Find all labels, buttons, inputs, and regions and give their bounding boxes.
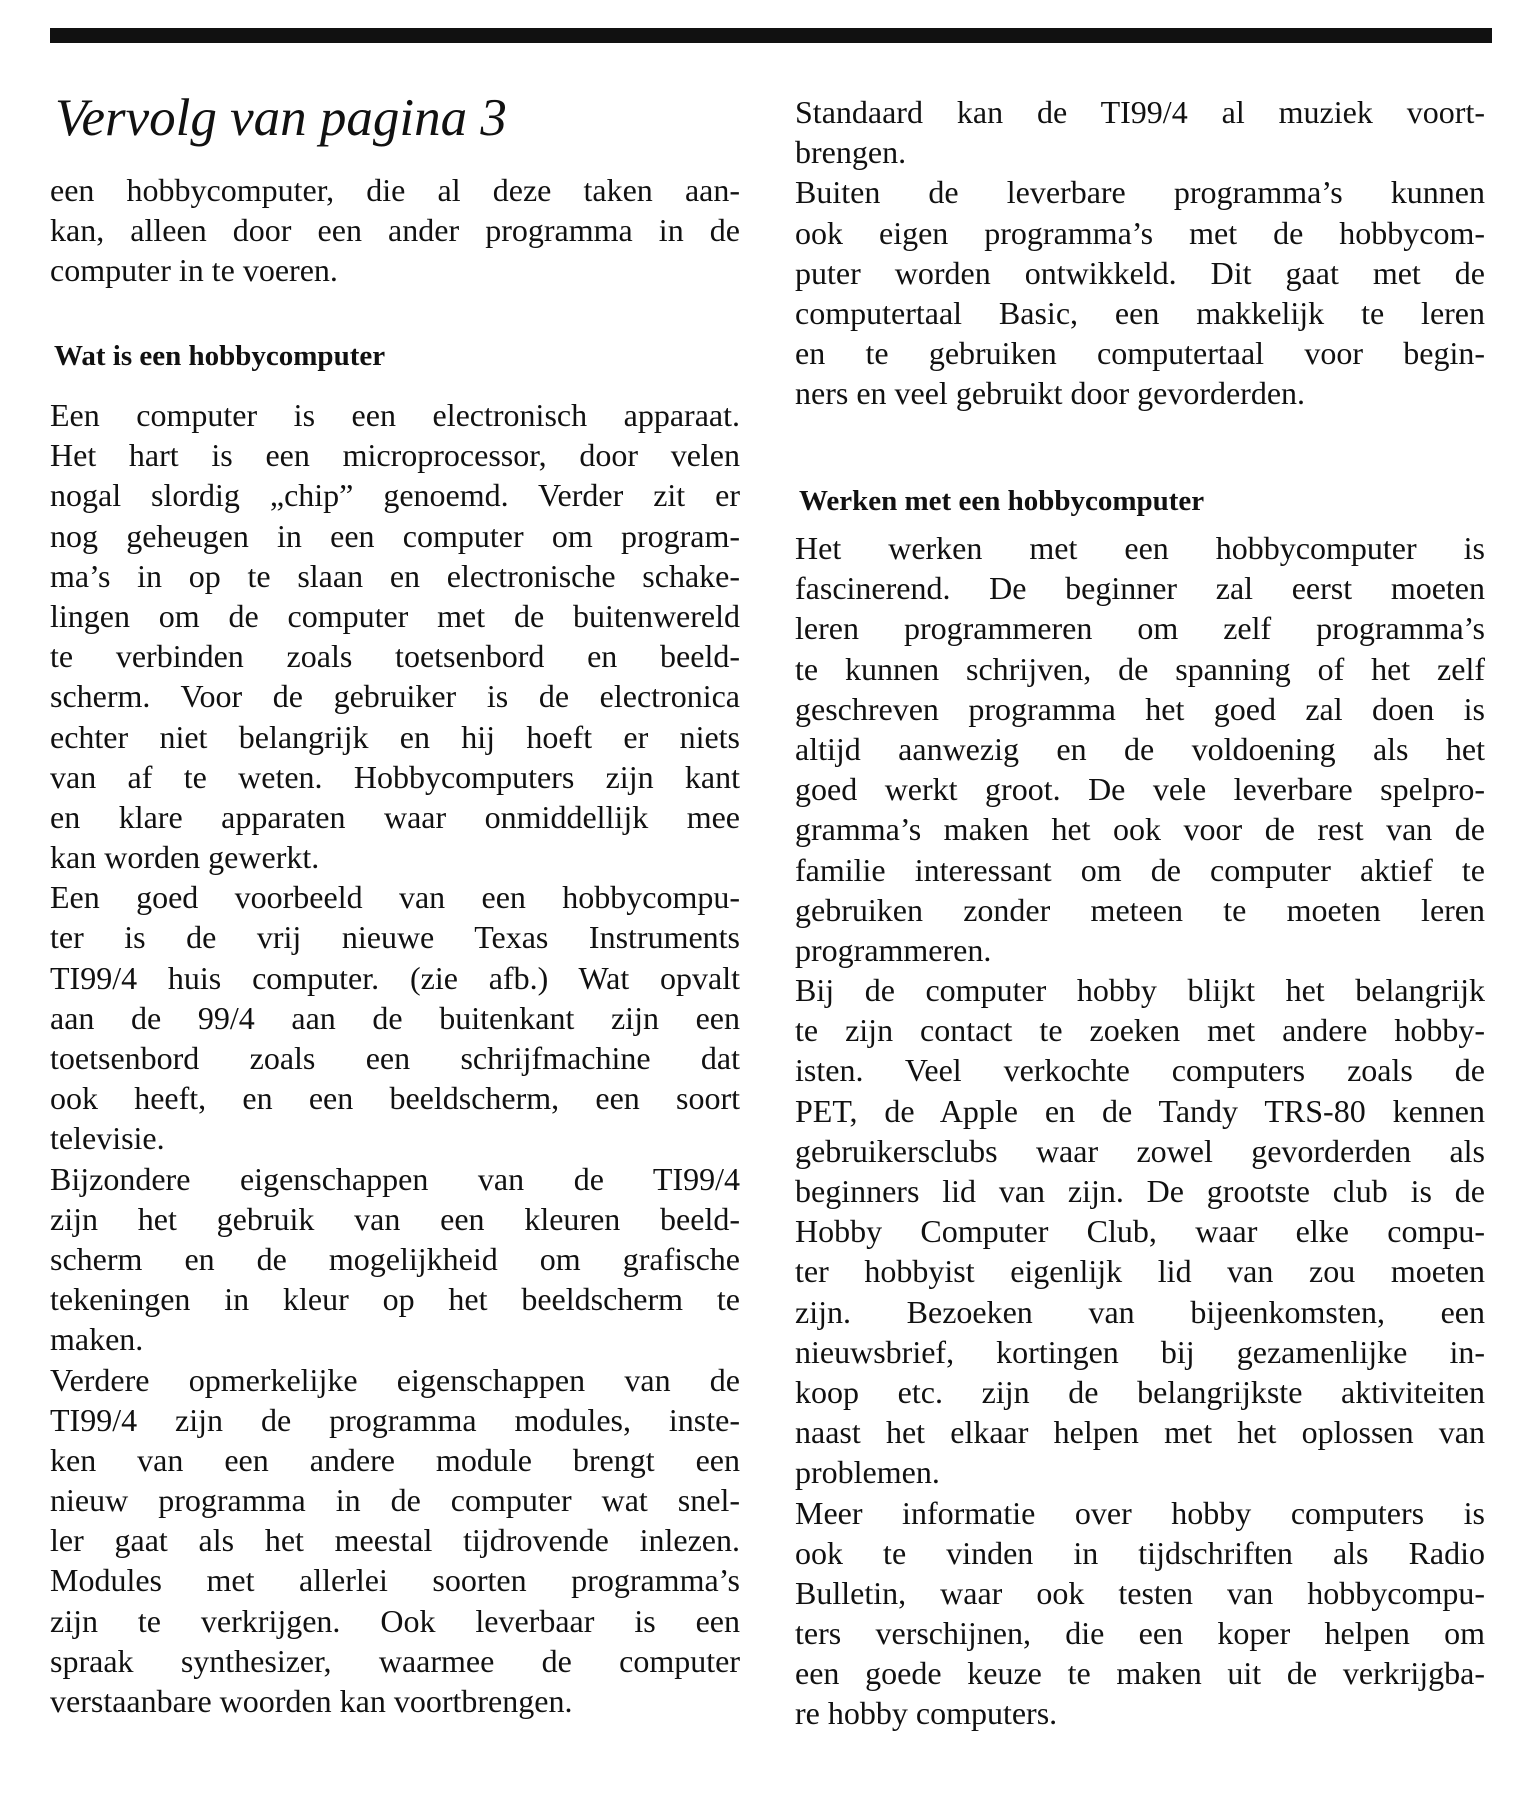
text-line: Het hart is een microprocessor, door velen — [50, 437, 740, 474]
text-line: kan, alleen door een ander programma in de — [50, 212, 740, 249]
text-line: koop etc. zijn de belangrijkste aktiviteiten — [795, 1373, 1485, 1410]
text-line: brengen. — [795, 134, 907, 171]
text-line: scherm. Voor de gebruiker is de electronica — [50, 678, 740, 715]
text-line: computer in te voeren. — [50, 252, 338, 289]
text-line: fascinerend. De beginner zal eerst moeten — [795, 570, 1485, 607]
text-line: zijn het gebruik van een kleuren beeld- — [50, 1200, 740, 1237]
text-line: kan worden gewerkt. — [50, 839, 320, 876]
text-line: Het werken met een hobbycomputer is — [795, 530, 1485, 566]
text-line: spraak synthesizer, waarmee de computer — [50, 1642, 740, 1679]
text-line: altijd aanwezig en de voldoening als het — [795, 730, 1485, 767]
text-line: te zijn contact te zoeken met andere hobby- — [795, 1012, 1485, 1049]
text-line: gebruiken zonder meteen te moeten leren — [795, 891, 1485, 928]
text-line: PET, de Apple en de Tandy TRS-80 kennen — [795, 1092, 1485, 1129]
text-line: Een goed voorbeeld van een hobbycompu- — [50, 879, 740, 916]
text-line: een hobbycomputer, die al deze taken aan- — [50, 172, 740, 208]
text-line: naast het elkaar helpen met het oplossen van — [795, 1414, 1485, 1451]
text-line: Modules met allerlei soorten programma’s — [50, 1562, 740, 1599]
text-line: lingen om de computer met de buitenwereld — [50, 597, 740, 634]
text-line: computertaal Basic, een makkelijk te leren — [795, 294, 1485, 331]
text-line: maken. — [50, 1321, 144, 1358]
text-line: toetsenbord zoals een schrijfmachine dat — [50, 1040, 740, 1076]
text-line: nieuwsbrief, kortingen bij gezamenlijke in- — [795, 1333, 1485, 1370]
text-line: nogal slordig „chip” genoemd. Verder zit er — [50, 477, 740, 514]
text-line: ters verschijnen, die een koper helpen om — [795, 1615, 1485, 1652]
left-intro-paragraph — [50, 170, 740, 291]
text-line: zijn. Bezoeken van bijeenkomsten, een — [795, 1293, 1485, 1330]
text-line: Een computer is een electronisch apparaat. — [50, 397, 740, 433]
text-line: ook te vinden in tijdschriften als Radio — [795, 1534, 1485, 1571]
text-line: nog geheugen in een computer om program- — [50, 517, 740, 554]
left-section-heading: Wat is een hobbycomputer — [54, 340, 386, 372]
text-line: leren programmeren om zelf programma’s — [795, 610, 1485, 647]
text-line: echter niet belangrijk en hij hoeft er niets — [50, 718, 740, 755]
text-line: ners en veel gebruikt door gevorderden. — [795, 375, 1306, 412]
text-line: beginners lid van zijn. De grootste club is de — [795, 1173, 1485, 1209]
right-section-heading: Werken met een hobbycomputer — [799, 485, 1205, 517]
headline: Vervolg van pagina 3 — [55, 89, 507, 147]
text-line: Standaard kan de TI99/4 al muziek voort- — [795, 94, 1485, 130]
text-line: programmeren. — [795, 931, 992, 968]
text-line: zijn te verkrijgen. Ook leverbaar is een — [50, 1602, 740, 1639]
text-line: van af te weten. Hobbycomputers zijn kant — [50, 758, 740, 795]
text-line: gebruikersclubs waar zowel gevorderden als — [795, 1132, 1485, 1169]
text-line: familie interessant om de computer aktief te — [795, 851, 1485, 888]
text-line: ook heeft, en een beeldscherm, een soort — [50, 1080, 740, 1117]
text-line: Hobby Computer Club, waar elke compu- — [795, 1213, 1485, 1250]
text-line: ook eigen programma’s met de hobbycom- — [795, 214, 1485, 251]
text-line: aan de 99/4 aan de buitenkant zijn een — [50, 999, 740, 1036]
text-line: ter hobbyist eigenlijk lid van zou moeten — [795, 1253, 1485, 1290]
text-line: Buiten de leverbare programma’s kunnen — [795, 174, 1485, 211]
right-intro-paragraph — [795, 92, 1485, 414]
text-line: isten. Veel verkochte computers zoals de — [795, 1052, 1485, 1089]
text-line: televisie. — [50, 1120, 165, 1157]
left-body-text — [50, 395, 740, 1721]
text-line: Bulletin, waar ook testen van hobbycompu- — [795, 1574, 1485, 1611]
text-line: ler gaat als het meestal tijdrovende inlezen. — [50, 1522, 740, 1559]
text-line: puter worden ontwikkeld. Dit gaat met de — [795, 254, 1485, 291]
text-line: re hobby computers. — [795, 1695, 1058, 1732]
text-line: verstaanbare woorden kan voortbrengen. — [50, 1683, 573, 1719]
text-line: ma’s in op te slaan en electronische schake- — [50, 557, 740, 594]
top-rule — [50, 28, 1492, 43]
text-line: nieuw programma in de computer wat snel- — [50, 1482, 740, 1519]
text-line: TI99/4 zijn de programma modules, inste- — [50, 1401, 740, 1438]
text-line: Bijzondere eigenschappen van de TI99/4 — [50, 1160, 740, 1197]
text-line: een goede keuze te maken uit de verkrijgba- — [795, 1655, 1485, 1692]
text-line: Verdere opmerkelijke eigenschappen van de — [50, 1361, 740, 1398]
text-line: te kunnen schrijven, de spanning of het zelf — [795, 650, 1485, 687]
text-line: problemen. — [795, 1454, 940, 1491]
text-line: tekeningen in kleur op het beeldscherm te — [50, 1281, 740, 1318]
text-line: gramma’s maken het ook voor de rest van de — [795, 811, 1485, 848]
text-line: ter is de vrij nieuwe Texas Instruments — [50, 919, 740, 956]
text-line: ken van een andere module brengt een — [50, 1441, 740, 1478]
text-line: en klare apparaten waar onmiddellijk mee — [50, 798, 740, 835]
text-line: Bij de computer hobby blijkt het belangrijk — [795, 972, 1485, 1009]
text-line: en te gebruiken computertaal voor begin- — [795, 335, 1485, 372]
right-body-text — [795, 528, 1485, 1734]
text-line: scherm en de mogelijkheid om grafische — [50, 1240, 740, 1277]
text-line: goed werkt groot. De vele leverbare spelpro- — [795, 771, 1485, 808]
text-line: geschreven programma het goed zal doen is — [795, 690, 1485, 727]
text-line: TI99/4 huis computer. (zie afb.) Wat opvalt — [50, 959, 740, 996]
text-line: Meer informatie over hobby computers is — [795, 1494, 1485, 1531]
text-line: te verbinden zoals toetsenbord en beeld- — [50, 638, 740, 675]
